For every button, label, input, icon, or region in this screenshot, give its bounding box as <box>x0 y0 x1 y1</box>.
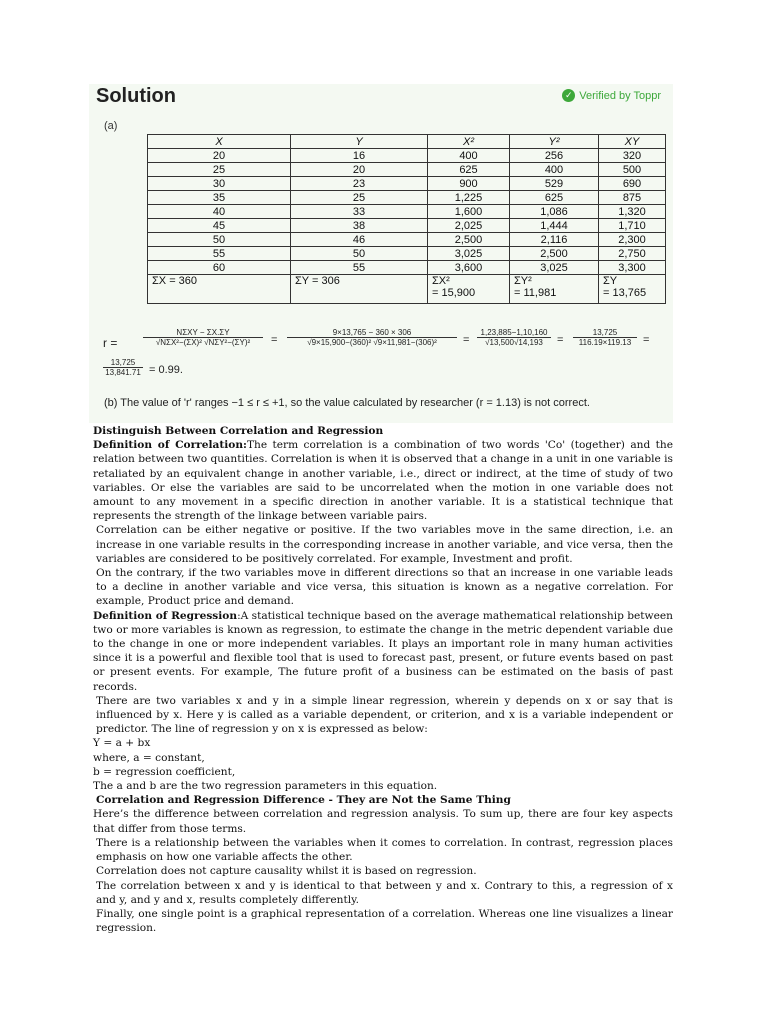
verified-badge <box>562 89 661 102</box>
part-a-label: (a) <box>104 120 118 132</box>
table-cell: 1,600 <box>428 205 510 219</box>
sum-cell <box>148 275 291 304</box>
term-label: Definition of Regression <box>93 609 238 622</box>
part-b-text: (b) The value of 'r' ranges −1 ≤ r ≤ +1, so the value calculated by researcher (r = 1.13) is not correct. <box>104 397 590 409</box>
sum-cell <box>291 275 428 304</box>
paragraph-text: The term correlation is a combination of two words 'Co' (together) and the relation between two quantities. Correlation is when it is observed that a change in a unit in one variable is retaliated by an equivalent change in another variable, i.e., direct or indirect, at the time of study of two variables. Or else the variables are said to be uncorrelated when the motion in one variable does not amount to any movement in a specific direction in another variable. It is a statistical technique that represents the strength of the linkage between variable pairs. <box>93 439 673 523</box>
table-cell: 2,025 <box>428 219 510 233</box>
sum-label: ΣY² <box>514 275 532 287</box>
sum-cell <box>428 275 510 304</box>
paragraph: The correlation between x and y is identical to that between y and x. Contrary to this, a regression of x and y, and y and x, results completely differently. <box>96 879 673 906</box>
paragraph: There is a relationship between the variables when it comes to correlation. In contrast, regression places emphasis on how one variable affects the other. <box>96 836 673 864</box>
data-table <box>147 134 666 304</box>
sum-label: ΣX = 360 <box>152 275 198 287</box>
table-cell: 20 <box>291 163 428 177</box>
table-row <box>148 219 666 233</box>
term-label: Definition of Correlation: <box>93 439 247 452</box>
check-circle-icon: ✓ <box>562 89 575 102</box>
table-cell: 35 <box>148 191 291 205</box>
paragraph-text: :A statistical technique based on the average mathematical relationship between two or more variables is known as regression, to estimate the change in the metric dependent variable due to the change in one or more independent variables. It plays an important role in many human activities since it is a powerful and flexible tool that is used to forecast past, present, or future events based on past or present events. For example, The future profit of a business can be estimated on the basis of past records. <box>93 609 673 693</box>
table-row <box>148 163 666 177</box>
table-cell: 1,320 <box>599 205 666 219</box>
paragraph: On the contrary, if the two variables move in different directions so that an increase in one variable leads to a decline in another variable and vice versa, this situation is known as a negative correlation. For example, Product price and demand. <box>96 567 673 608</box>
table-row <box>148 261 666 275</box>
verified-label: Verified by Toppr <box>579 89 661 102</box>
formula-result: = 0.99. <box>149 364 183 376</box>
table-cell: 2,500 <box>428 233 510 247</box>
paragraph-correlation-definition <box>93 438 673 523</box>
table-cell: 33 <box>291 205 428 219</box>
table-cell: 55 <box>148 247 291 261</box>
table-cell: 23 <box>291 177 428 191</box>
fraction-denominator: √9×15,900−(360)² √9×11,981−(306)² <box>307 338 437 347</box>
column-header: Y² <box>510 135 599 149</box>
table-row <box>148 233 666 247</box>
table-header-row <box>148 135 666 149</box>
table-cell: 2,750 <box>599 247 666 261</box>
table-cell: 2,500 <box>510 247 599 261</box>
table-cell: 20 <box>148 149 291 163</box>
table-cell: 3,600 <box>428 261 510 275</box>
table-cell: 2,116 <box>510 233 599 247</box>
table-cell: 1,086 <box>510 205 599 219</box>
table-cell: 400 <box>510 163 599 177</box>
table-cell: 625 <box>510 191 599 205</box>
correlation-formula <box>101 328 661 384</box>
table-cell: 46 <box>291 233 428 247</box>
table-cell: 16 <box>291 149 428 163</box>
table-cell: 3,300 <box>599 261 666 275</box>
table-cell: 25 <box>291 191 428 205</box>
table-cell: 45 <box>148 219 291 233</box>
equals-sign: = <box>643 334 650 346</box>
article-heading: Correlation and Regression Difference - They are Not the Same Thing <box>96 794 511 807</box>
fraction-denominator: 116.19×119.13 <box>578 338 632 347</box>
formula-fraction-4 <box>573 328 637 347</box>
paragraph: Here’s the difference between correlation and regression analysis. To sum up, there are four key aspects that differ from those terms. <box>93 808 673 835</box>
sum-label: ΣY = 306 <box>295 275 340 287</box>
text-line: where, a = constant, <box>93 751 205 764</box>
fraction-numerator: 9×13,765 − 360 × 306 <box>287 328 457 338</box>
text-line: The a and b are the two regression parameters in this equation. <box>93 780 438 793</box>
table-cell: 3,025 <box>510 261 599 275</box>
table-cell: 2,300 <box>599 233 666 247</box>
paragraph: Finally, one single point is a graphical representation of a correlation. Whereas one line visualizes a linear regression. <box>96 907 673 935</box>
fraction-numerator: 13,725 <box>103 358 143 368</box>
table-cell: 50 <box>148 233 291 247</box>
table-cell: 1,444 <box>510 219 599 233</box>
sum-value: = 13,765 <box>603 287 647 299</box>
paragraph: Correlation does not capture causality whilst it is based on regression. <box>96 865 477 878</box>
equals-sign: = <box>557 334 564 346</box>
table-cell: 875 <box>599 191 666 205</box>
sum-value: = 15,900 <box>432 287 476 299</box>
table-cell: 400 <box>428 149 510 163</box>
table-cell: 60 <box>148 261 291 275</box>
table-cell: 320 <box>599 149 666 163</box>
sum-cell <box>510 275 599 304</box>
table-row <box>148 247 666 261</box>
table-row <box>148 205 666 219</box>
table-row <box>148 191 666 205</box>
solution-title: Solution <box>96 85 176 107</box>
paragraph: There are two variables x and y in a simple linear regression, wherein y depends on x or say that is influenced by x. Here y is called as a variable dependent, or criterion, and x is a variable independent or predictor. The line of regression y on x is expressed as below: <box>96 694 673 736</box>
formula-fraction-1 <box>143 328 263 347</box>
table-cell: 900 <box>428 177 510 191</box>
table-cell: 25 <box>148 163 291 177</box>
article-body <box>93 424 673 935</box>
table-cell: 40 <box>148 205 291 219</box>
sum-label: ΣY <box>603 275 618 287</box>
paragraph: Correlation can be either negative or positive. If the two variables move in the same direction, i.e. an increase in one variable results in the corresponding increase in another variable, and vice versa, then the variables are considered to be positively correlated. For example, Investment and profit. <box>96 524 673 565</box>
table-cell: 529 <box>510 177 599 191</box>
fraction-numerator: NΣXY − ΣX.ΣY <box>143 328 263 338</box>
table-row <box>148 149 666 163</box>
column-header: XY <box>599 135 666 149</box>
column-header: X <box>148 135 291 149</box>
table-cell: 690 <box>599 177 666 191</box>
table-cell: 1,710 <box>599 219 666 233</box>
sum-cell <box>599 275 666 304</box>
equals-sign: = <box>271 334 278 346</box>
table-cell: 1,225 <box>428 191 510 205</box>
table-cell: 50 <box>291 247 428 261</box>
table-row <box>148 177 666 191</box>
table-cell: 3,025 <box>428 247 510 261</box>
fraction-numerator: 13,725 <box>573 328 637 338</box>
solution-panel <box>89 84 673 423</box>
table-body <box>148 149 666 304</box>
text-line: b = regression coefficient, <box>93 765 236 778</box>
table-cell: 256 <box>510 149 599 163</box>
equals-sign: = <box>463 334 470 346</box>
table-sum-row <box>148 275 666 304</box>
sum-label: ΣX² <box>432 275 450 287</box>
formula-fraction-3 <box>477 328 551 347</box>
fraction-denominator: 13,841.71 <box>105 368 141 377</box>
formula-fraction-2 <box>287 328 457 347</box>
fraction-denominator: √13,500√14,193 <box>485 338 543 347</box>
sum-value: = 11,981 <box>514 287 557 299</box>
column-header: Y <box>291 135 428 149</box>
fraction-denominator: √NΣX²−(ΣX)² √NΣY²−(ΣY)² <box>155 338 251 347</box>
table-cell: 625 <box>428 163 510 177</box>
table-cell: 38 <box>291 219 428 233</box>
table-cell: 500 <box>599 163 666 177</box>
article-heading: Distinguish Between Correlation and Regression <box>93 425 384 437</box>
equation-line: Y = a + bx <box>93 737 151 750</box>
column-header: X² <box>428 135 510 149</box>
formula-r: r = <box>103 336 118 350</box>
formula-fraction-5 <box>103 358 143 377</box>
table-cell: 30 <box>148 177 291 191</box>
fraction-numerator: 1,23,885−1,10,160 <box>477 328 551 338</box>
paragraph-regression-definition <box>93 609 673 694</box>
table-cell: 55 <box>291 261 428 275</box>
